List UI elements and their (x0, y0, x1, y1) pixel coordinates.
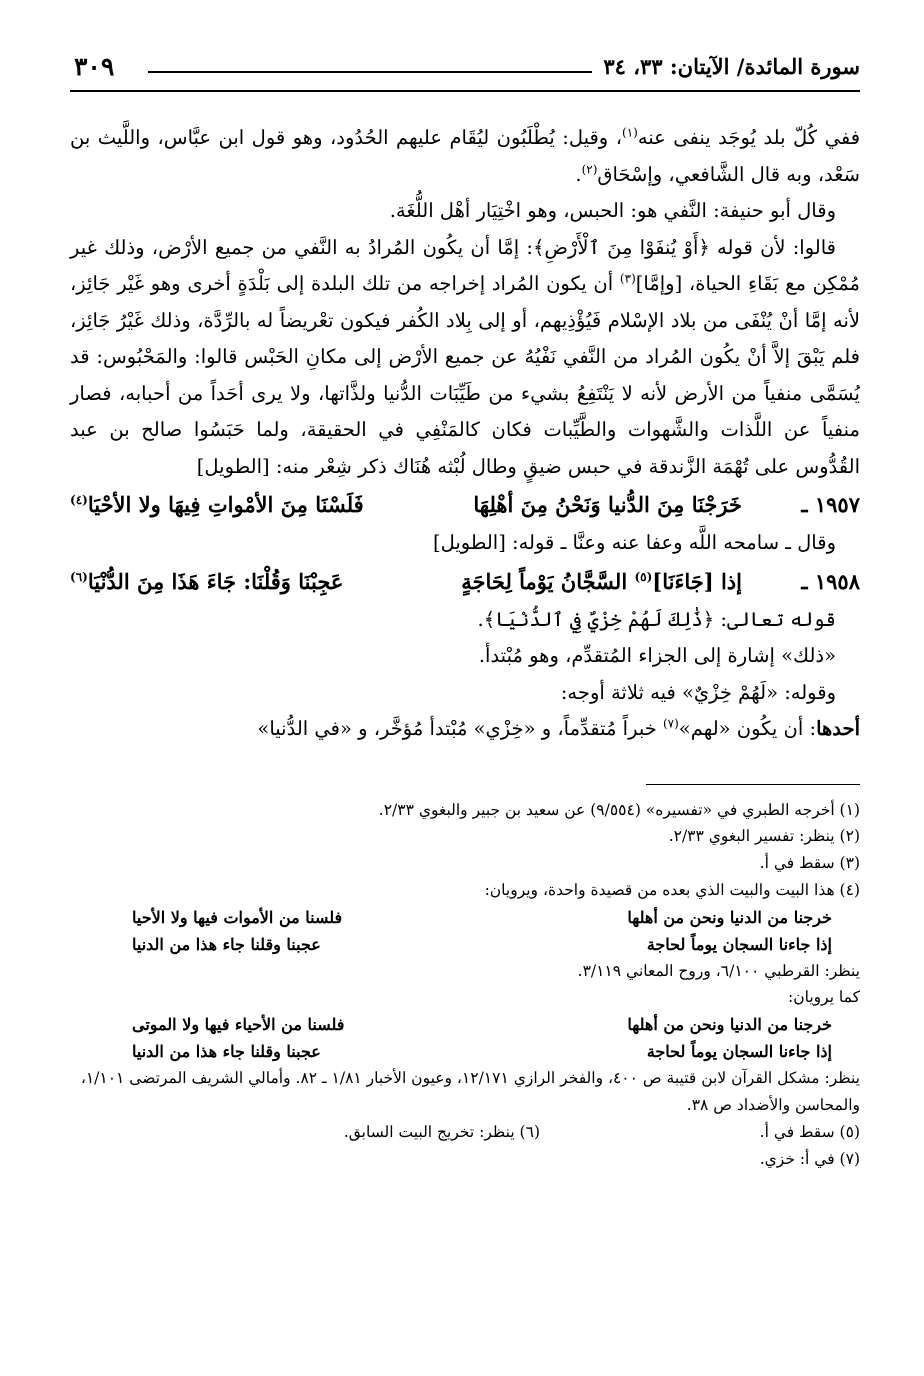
paragraph-three-aspects: وقوله: «لَهُمْ خِزْيٌ» فيه ثلاثة أوجه: (560, 680, 836, 704)
verse-1957 (70, 485, 860, 525)
running-header (70, 50, 860, 86)
footnote-3: (٣) سقط في أ. (759, 854, 860, 873)
footnote-verse-3: خرجنا من الدنيا ونحن من أهلها فلسنا من الأحياء فيها ولا الموتى (132, 1015, 832, 1035)
footnote-2: (٢) ينظر: تفسير البغوي ٢/٣٣. (668, 827, 860, 846)
header-title: سورة المائدة/ الآيتان: ٣٣، ٣٤ (603, 54, 860, 79)
footnote-verse-4: إذا جاءنا السجان يوماً لحاجة عجبنا وقلنا جاء هذا من الدنيا (132, 1042, 832, 1062)
verse-1958 (70, 562, 860, 602)
verse-hemistich-1: إذا [جَاءَنَا]$^{(٥)}$ السَّجَّانُ يَوْماً لِحَاجَةٍ (461, 568, 742, 594)
footnote-1: (١) أخرجه الطبري في «تفسيره» (٩/٥٥٤) عن سعيد بن جبير والبغوي ٢/٣٣. (378, 800, 860, 819)
footnote-7: (٧) في أ: خزي. (759, 1149, 860, 1168)
paragraph-3: قالوا: لأن قوله ﴿أَوْ يُنفَوْا مِنَ ٱلْأَرْضِ﴾: إمَّا أن يكُون المُرادُ به النَّفي من جميع الأرْض، وذلك غير مُمْكِن مع بَقَاءِ الحياة، [وإمَّا]$^{(٣)}$ أن يكون المُراد إخراجه من تلك البلدة إلى بَلْدَةٍ أخرى وهو غَيْر جَائِز، لأنه إمَّا أنْ يُنْفَى من بلاد الإسْلام فَيُؤْذِيهم، أو إلى بِلاد الكُفر فيكون تعْريضاً له بالرِّدَّة، وذلك غَيْرُ جَائِز، فلم يَبْقَ إلاَّ أنْ يكُون المُراد من النَّفي نَفْيُهُ عن جميع الأرْض إلى مكانِ الحَبْس قالوا: والمَحْبُوس: قد يُسَمَّى منفياً من الأرض لأنه لا يَنْتَفِعُ بشيء من طَيِّبَات الدُّنيا ولذَّاتها، ولا يرى أحَداً من أحبابه، فصار منفياً عن اللَّذات والشَّهوات والطَّيِّبات فكان كالمَنْفِي في الحقيقة، ولما حَبَسُوا صالح بن عبد القُدُّوس على تُهْمَة الزَّندقة في حبس ضيقٍ وطال لُبْثه هُنَاك ذكر شِعْر منه: [الطويل] (70, 235, 860, 478)
footnote-verse-2: إذا جاءنا السجان يوماً لحاجة عجبنا وقلنا جاء هذا من الدنيا (132, 934, 832, 954)
paragraph-2: وقال أبو حنيفة: النَّفي هو: الحبس، وهو اخْتِيَار أهْل اللُّغَة. (389, 199, 836, 222)
paragraph-1: ففي كُلّ بلد يُوجَد ينفى عنه$^{(١)}$، وقيل: يُطْلَبُون ليُقَام عليهم الحُدُود، وهو قول ابن عبَّاس، واللَّيث بن سَعْد، وبه قال الشَّافعي، وإسْحَاق$^{(٢)}$. (70, 125, 861, 186)
page-number: ٣٠٩ (74, 52, 115, 81)
verse-number: ١٩٥٨ ـ (801, 568, 860, 594)
verse-hemistich-2: عَجِبْنَا وَقُلْنَا: جَاءَ هَذَا مِنَ الدُّنْيَا$^{(٦)}$ (70, 568, 344, 594)
footnote-kama: كما يرويان: (788, 988, 860, 1007)
paragraph-4: وقال ـ سامحه اللَّه وعفا عنه وعنَّا ـ قوله: [الطويل] (432, 531, 836, 554)
paragraph-dhalik: «ذلك» إشارة إلى الجزاء المُتقدِّم، وهو مُبْتدأ. (478, 644, 836, 667)
footnote-ref-line-1: ينظر: القرطبي ٦/١٠٠، وروح المعاني ٣/١١٩. (577, 961, 860, 980)
verse-hemistich-1: خَرَجْنَا مِنَ الدُّنيا وَنَحْنُ مِنَ أهْلِهَا (473, 492, 742, 517)
footnote-ref-2: (٢) (581, 162, 598, 176)
footnote-ref-1: (١) (622, 125, 638, 140)
footnote-ref-7: (٧) (662, 716, 679, 731)
main-text (70, 120, 860, 748)
header-divider (70, 90, 860, 92)
page (70, 50, 860, 1173)
footnote-ref-6: (٦) (70, 569, 88, 584)
footnote-separator (646, 784, 860, 785)
footnote-4: (٤) هذا البيت والبيت الذي بعده من قصيدة واحدة، ويرويان: (484, 880, 860, 899)
footnotes (70, 797, 860, 1173)
footnote-5: (٥) سقط في أ. (759, 1122, 860, 1141)
footnote-ref-3: (٣) (619, 271, 636, 286)
paragraph-quran-quote: قوله تعالى: ﴿ذَٰلِكَ لَهُمْ خِزْيٌ فِي ٱلدُّنْيَا﴾. (477, 607, 836, 631)
footnote-ref-line-2: ينظر: مشكل القرآن لابن قتيبة ص ٤٠٠، والفخر الرازي ١٢/١٧١، وعيون الأخبار ١/٨١ ـ ٨٢. وأمالي الشريف المرتضى ١/١٠١، والمحاسن والأضداد ص ٣٨. (80, 1069, 860, 1115)
first-aspect-label: أحدها (816, 717, 860, 740)
footnote-5-6 (70, 1119, 860, 1146)
footnote-ref-5: (٥) (634, 569, 653, 584)
verse-number: ١٩٥٧ ـ (801, 492, 860, 517)
paragraph-first-aspect: أحدها: أن يكُون «لهم»$^{(٧)}$ خبراً مُتقدِّماً، و «خِزْي» مُبْتدأ مُؤخَّر، و «في الدُّنيا» (257, 716, 860, 740)
footnote-ref-4: (٤) (70, 493, 88, 507)
header-rule (148, 71, 592, 73)
verse-hemistich-2: فَلَسْنَا مِنَ الأمْواتِ فِيهَا ولا الأحْيَا$^{(٤)}$ (70, 492, 364, 517)
footnote-verse-1: خرجنا من الدنيا ونحن من أهلها فلسنا من الأموات فيها ولا الأحيا (132, 907, 832, 927)
footnote-6: (٦) ينظر: تخريج البيت السابق. (343, 1122, 540, 1141)
